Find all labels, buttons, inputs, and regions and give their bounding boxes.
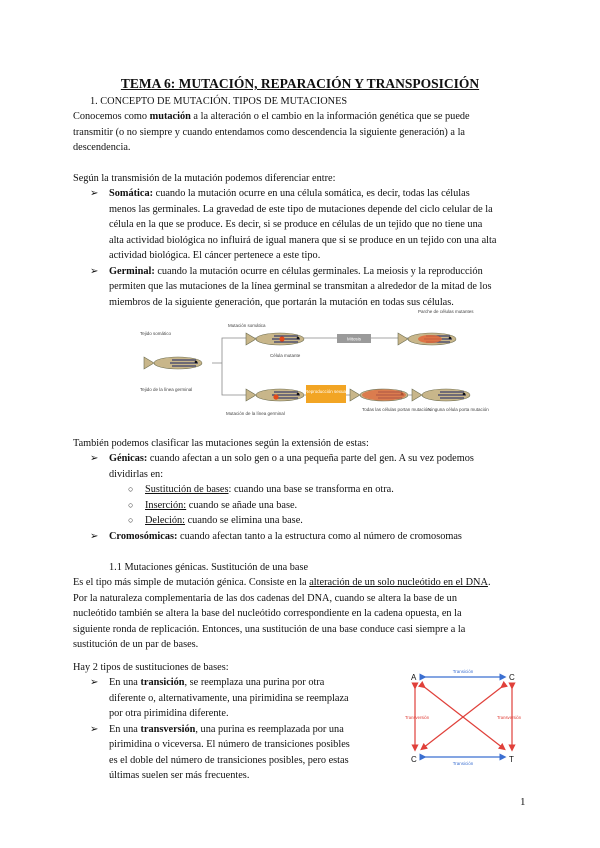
p11-line-1: Es el tipo más simple de mutación génica. Consiste en la alteración de un solo nucleótido en el DNA. [73, 577, 491, 588]
bullet-arrow-icon: ➢ [90, 188, 99, 199]
extension-line: También podemos clasificar las mutaciones según la extensión de estas: [73, 438, 369, 449]
intro-line-1: Conocemos como mutación a la alteración o el cambio en la información genética que se puede [73, 111, 470, 122]
intro-line-3: descendencia. [73, 142, 131, 153]
base-c-top: C [509, 673, 515, 682]
transversion-line-1: En una transversión, una purina es reemplazada por una [109, 724, 344, 735]
label-somatic-tissue: Tejido somático [140, 331, 172, 336]
label-patch: Parche de células mutantes [418, 309, 474, 314]
bullet-arrow-icon: ➢ [90, 531, 99, 542]
fish-parent [144, 357, 202, 369]
intro-line-2: transmitir (o no siempre y cuando entendamos como descendencia la siguiente generación) a la [73, 127, 465, 138]
somatic-line-2: menos las germinales. La gravedad de este tipo de mutaciones depende del ciclo celular de la [109, 204, 493, 215]
p11-line-2: Por la naturaleza complementaria de las dos cadenas del DNA, cuando se altera la base de un [73, 593, 457, 604]
somatic-line-4: alta actividad biológica no influirá de igual manera que si se produce en un tejido con una alta [109, 235, 497, 246]
sub-deletion: Deleción: cuando se elimina una base. [145, 515, 303, 526]
label-reproduction: Reproducción sexual [304, 389, 348, 394]
transversion-line-3: es el doble del número de transiciones posibles, pero estas [109, 755, 349, 766]
p11-line-4: siguiente ronda de replicación. Entonces, una sustitución de una base conduce casi siempre a la [73, 624, 466, 635]
sub-substitution: Sustitución de bases: cuando una base se transforma en otra. [145, 484, 394, 495]
transition-line-3: por otra pirimidina diferente. [109, 708, 229, 719]
genic-line-2: dividirlas en: [109, 469, 164, 480]
label-germline-mutation: Mutación de la línea germinal [226, 411, 285, 416]
mutation-figure [140, 305, 489, 425]
two-types-line: Hay 2 tipos de sustituciones de bases: [73, 662, 229, 673]
label-germline-tissue: Tejido de la línea germinal [140, 387, 193, 392]
germinal-line-3: miembros de la siguiente generación, que portarán la mutación en todas sus células. [109, 297, 454, 308]
germinal-line-1: Germinal: cuando la mutación ocurre en células germinales. La meiosis y la reproducción [109, 266, 483, 277]
label-somatic-mutation: Mutación somática [228, 323, 266, 328]
bullet-arrow-icon: ➢ [90, 677, 99, 688]
label-transversion-left: Transversión [405, 715, 430, 720]
label-transition-top: Transición [452, 669, 474, 674]
mutant-cell-marker [279, 336, 284, 341]
label-mutant-cell: Célula mutante [270, 353, 301, 358]
sexual-reproduction-box [306, 385, 346, 403]
transmission-line: Según la transmisión de la mutación podemos diferenciar entre: [73, 173, 336, 184]
label-no-cells: Ninguna célula porta mutación [428, 407, 489, 412]
chromosomal-line: Cromosómicas: cuando afectan tanto a la estructura como al número de cromosomas [109, 531, 462, 542]
label-transversion-right: Transversión [497, 715, 522, 720]
bullet-arrow-icon: ➢ [90, 453, 99, 464]
transition-line-2: diferente o, alternativamente, una pirimidina se reemplaza [109, 693, 349, 704]
bullet-circle-icon: ○ [128, 515, 134, 525]
label-transition-bottom: Transición [452, 761, 474, 766]
somatic-line-5: actividad biológica. El cáncer pertenece a este tipo. [109, 250, 321, 261]
transversion-line-4: últimas suelen ser más frecuentes. [109, 770, 250, 781]
bullet-circle-icon: ○ [128, 484, 134, 494]
substitution-diagram [405, 668, 523, 766]
base-c-bottom: C [411, 755, 417, 764]
base-t: T [509, 755, 514, 764]
somatic-line-1: Somática: cuando la mutación ocurre en una célula somática, es decir, todas las células [109, 188, 470, 199]
section-heading-1-1: 1.1 Mutaciones génicas. Sustitución de una base [109, 562, 309, 573]
label-all-cells: Todas las células portan mutación [362, 407, 430, 412]
genic-line-1: Génicas: cuando afectan a un solo gen o a una pequeña parte del gen. A su vez podemos [109, 453, 474, 464]
label-mitosis: Mitosis [346, 336, 362, 342]
page-title: TEMA 6: MUTACIÓN, REPARACIÓN Y TRANSPOSICIÓN [120, 76, 480, 91]
transition-line-1: En una transición, se reemplaza una purina por otra [109, 677, 325, 688]
transversion-line-2: pirimidina o viceversa. El número de transiciones posibles [109, 739, 350, 750]
fish-no-mutant [412, 389, 470, 401]
bullet-circle-icon: ○ [128, 500, 134, 510]
base-a: A [411, 673, 417, 682]
fish-somatic-mutant [246, 333, 304, 345]
sub-insertion: Inserción: cuando se añade una base. [145, 500, 298, 511]
page-number: 1 [520, 796, 526, 808]
germinal-line-2: permiten que las mutaciones de la línea germinal se transmitan a alrededor de la mitad de los [109, 281, 492, 292]
somatic-line-3: célula en la que se produce. Es decir, si se produce en células de un tejido que no tiene una [109, 219, 483, 230]
bullet-arrow-icon: ➢ [90, 266, 99, 277]
p11-line-3: nucleótido también se altera la base del nucleótido correspondiente en la cadena opuesta, en la [73, 608, 462, 619]
section-heading-1: 1. CONCEPTO DE MUTACIÓN. TIPOS DE MUTACIONES [90, 96, 348, 107]
bullet-arrow-icon: ➢ [90, 724, 99, 735]
p11-line-5: sustitución de un par de bases. [73, 639, 199, 650]
